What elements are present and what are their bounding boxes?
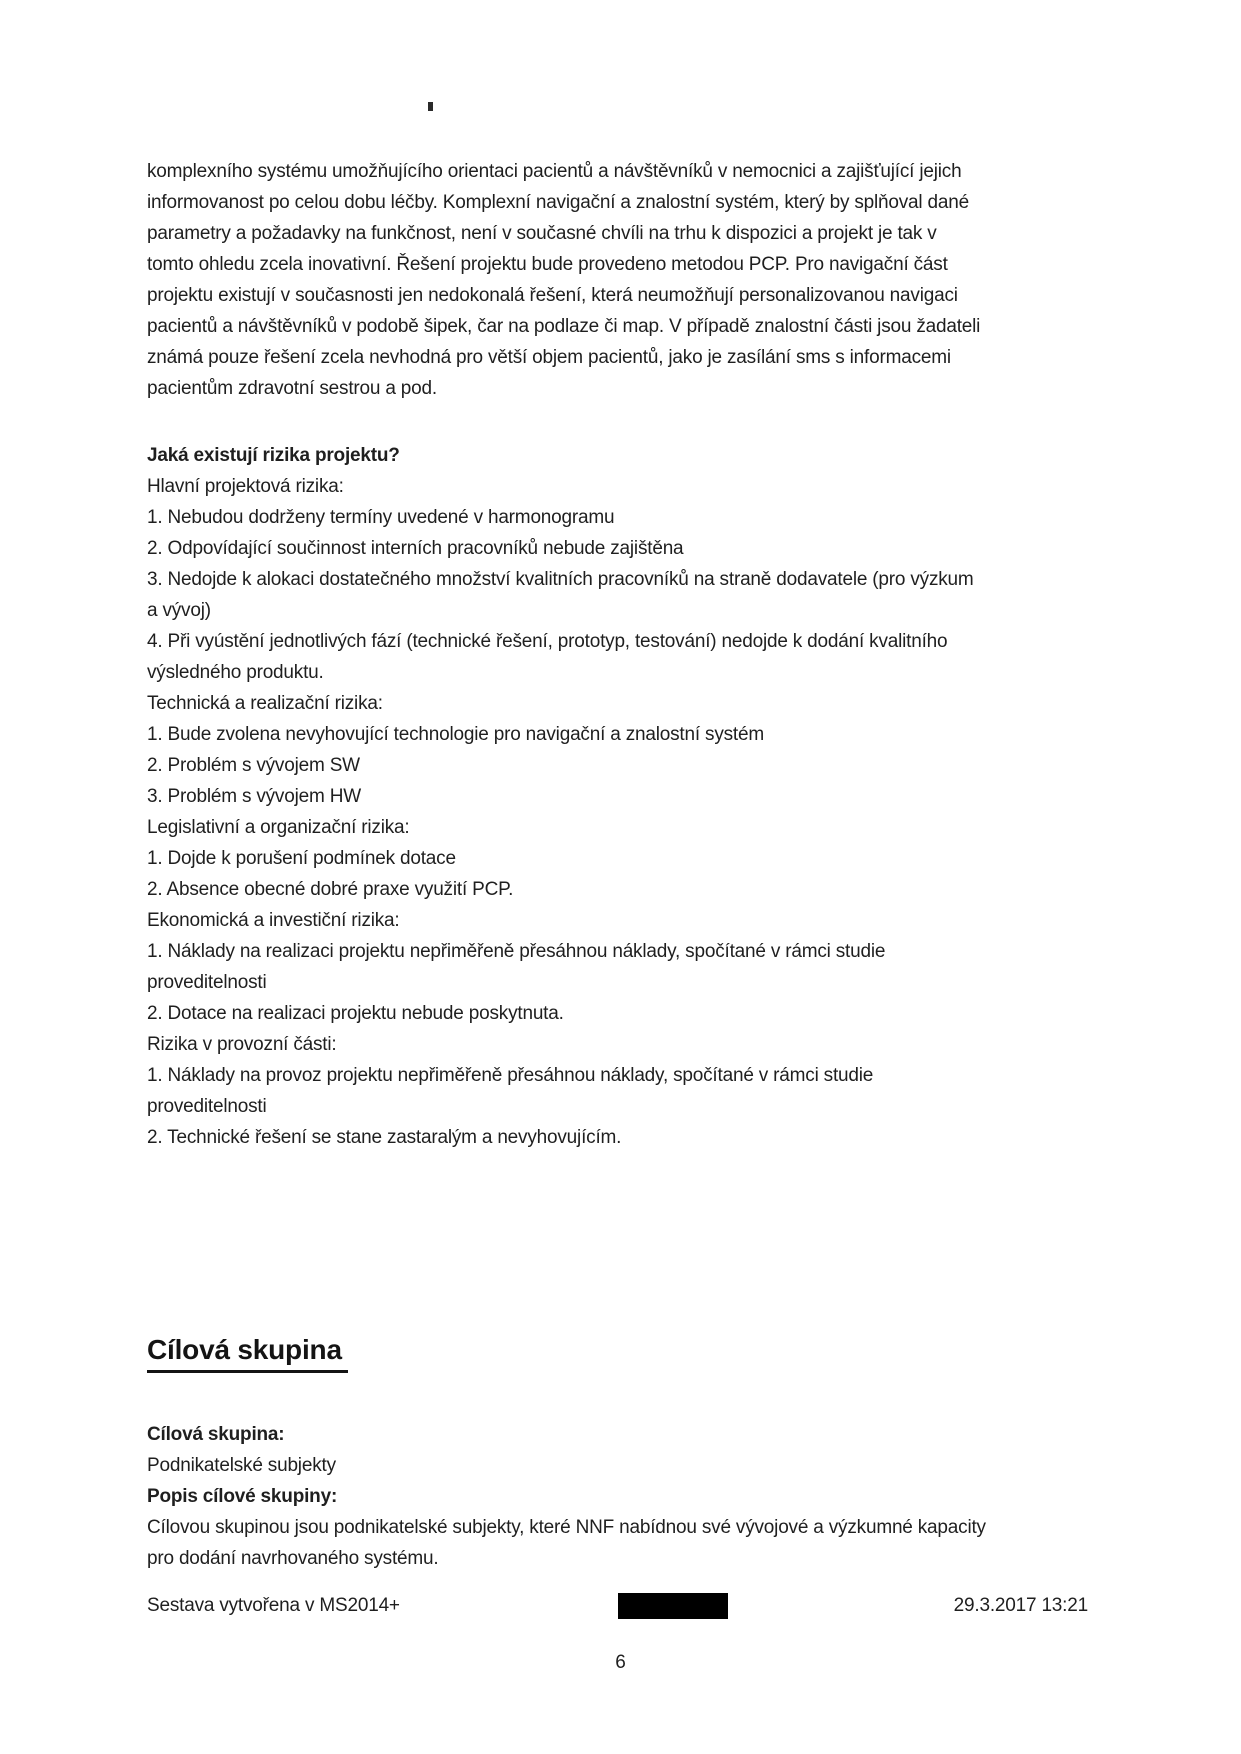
text-line: Cílovou skupinou jsou podnikatelské subjekty, které NNF nabídnou své vývojové a výzkumné kapacity [147, 1517, 986, 1538]
text-line: známá pouze řešení zcela nevhodná pro větší objem pacientů, jako je zasílání sms s informacemi [147, 347, 951, 368]
text-line: Technická a realizační rizika: [147, 693, 383, 714]
text-line: Ekonomická a investiční rizika: [147, 910, 400, 931]
text-line: komplexního systému umožňujícího orientaci pacientů a návštěvníků v nemocnici a zajišťující jejich [147, 161, 962, 182]
text-line: 1. Dojde k porušení podmínek dotace [147, 848, 456, 869]
target-group-description [147, 1512, 1094, 1574]
footer-datetime: 29.3.2017 13:21 [953, 1595, 1088, 1616]
risks-list [147, 471, 1094, 1153]
text-line: Legislativní a organizační rizika: [147, 817, 410, 838]
page-footer [147, 1590, 1094, 1621]
text-line: 3. Nedojde k alokaci dostatečného množství kvalitních pracovníků na straně dodavatele (pro výzkum [147, 569, 974, 590]
text-line: 2. Absence obecné dobré praxe využití PCP. [147, 879, 514, 900]
section-heading-wrap [147, 1333, 1094, 1373]
text-line: 3. Problém s vývojem HW [147, 786, 361, 807]
text-line: 1. Náklady na realizaci projektu nepřiměřeně přesáhnou náklady, spočítané v rámci studie [147, 941, 886, 962]
text-line: parametry a požadavky na funkčnost, není v současné chvíli na trhu k dispozici a projekt je tak v [147, 223, 937, 244]
text-line: Hlavní projektová rizika: [147, 476, 344, 497]
text-line: 2. Technické řešení se stane zastaralým a nevyhovujícím. [147, 1127, 622, 1148]
text-line: 2. Dotace na realizaci projektu nebude poskytnuta. [147, 1003, 564, 1024]
text-line: proveditelnosti [147, 972, 267, 993]
target-group-label: Cílová skupina: [147, 1424, 285, 1445]
text-line: 4. Při vyústění jednotlivých fází (technické řešení, prototyp, testování) nedojde k dodání kvalitního [147, 631, 948, 652]
target-group-value: Podnikatelské subjekty [147, 1455, 336, 1476]
risks-heading: Jaká existují rizika projektu? [147, 445, 400, 466]
text-line: projektu existují v současnosti jen nedokonalá řešení, která neumožňují personalizovanou navigaci [147, 285, 958, 306]
text-line: 2. Odpovídající součinnost interních pracovníků nebude zajištěna [147, 538, 684, 559]
text-line: 1. Náklady na provoz projektu nepřiměřeně přesáhnou náklady, spočítané v rámci studie [147, 1065, 874, 1086]
text-line: pro dodání navrhovaného systému. [147, 1548, 439, 1569]
target-group-block [147, 1419, 1094, 1574]
target-group-desc-label: Popis cílové skupiny: [147, 1486, 338, 1507]
footer-generated-text: Sestava vytvořena v MS2014+ [147, 1595, 400, 1616]
text-line: 1. Bude zvolena nevyhovující technologie pro navigační a znalostní systém [147, 724, 765, 745]
text-line: 2. Problém s vývojem SW [147, 755, 360, 776]
text-line: proveditelnosti [147, 1096, 267, 1117]
text-line: pacientů a návštěvníků v podobě šipek, čar na podlaze či map. V případě znalostní části jsou žadateli [147, 316, 981, 337]
intro-paragraph [147, 156, 1094, 404]
text-line: pacientům zdravotní sestrou a pod. [147, 378, 437, 399]
text-line: 1. Nebudou dodrženy termíny uvedené v harmonogramu [147, 507, 615, 528]
text-line: tomto ohledu zcela inovativní. Řešení projektu bude provedeno metodou PCP. Pro navigační část [147, 254, 948, 275]
text-line: Rizika v provozní části: [147, 1034, 337, 1055]
page-number: 6 [615, 1652, 626, 1673]
text-line: informovanost po celou dobu léčby. Komplexní navigační a znalostní systém, který by splňoval dané [147, 192, 969, 213]
text-line: výsledného produktu. [147, 662, 324, 683]
text-line: a vývoj) [147, 600, 211, 621]
section-heading-target-group: Cílová skupina [147, 1333, 348, 1373]
redaction-box [618, 1593, 728, 1619]
page-content [147, 0, 1094, 1678]
